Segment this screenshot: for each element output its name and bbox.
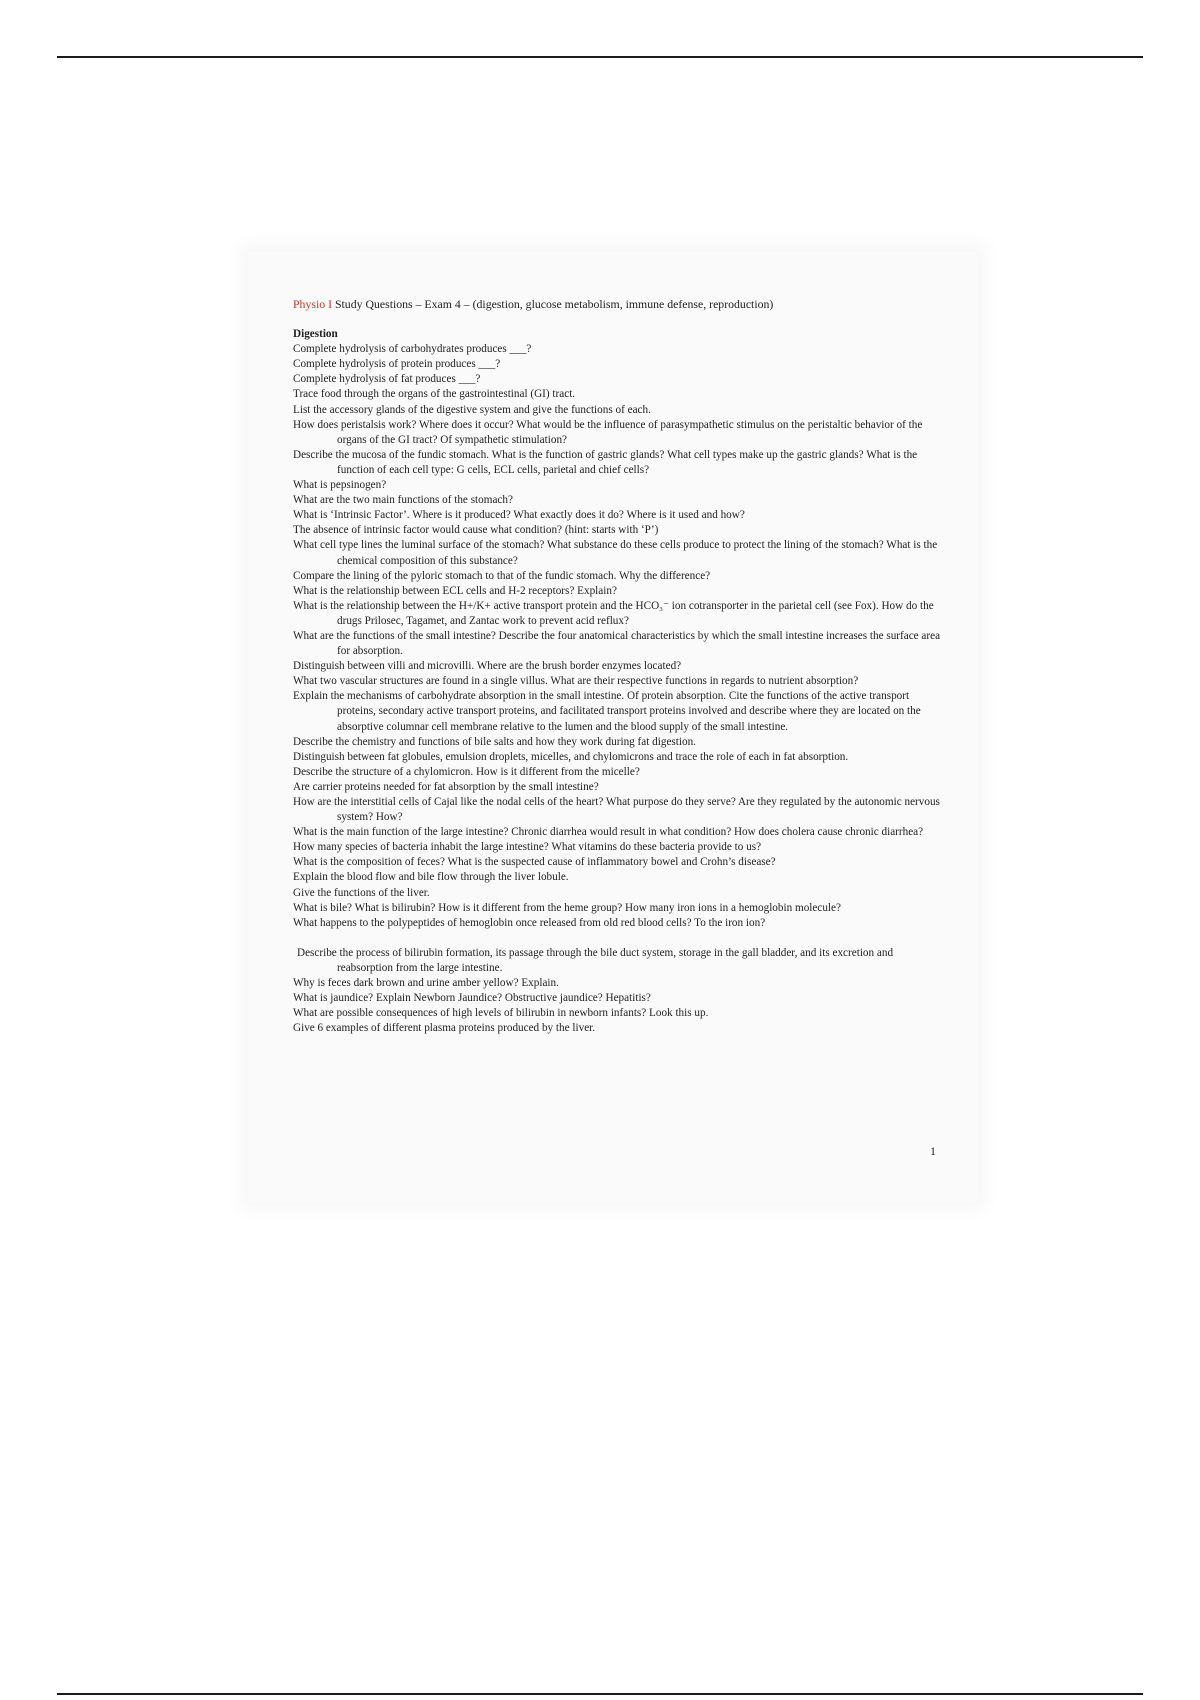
bottom-divider: [57, 1693, 1143, 1695]
question-line: What is the relationship between the H+/K+ active transport protein and the HCO₃⁻ ion cotransporter in the parietal cell (see Fox). How do the drugs Prilosec, Tagamet, and Zantac work to prevent acid reflux?: [293, 599, 934, 627]
question-line: How are the interstitial cells of Cajal like the nodal cells of the heart? What purpose do they serve? Are they regulated by the autonomic nervous system? How?: [293, 796, 940, 824]
question-line: What are the two main functions of the stomach?: [293, 494, 513, 507]
question-line: Trace food through the organs of the gastrointestinal (GI) tract.: [293, 388, 576, 401]
question-line: Explain the mechanisms of carbohydrate absorption in the small intestine. Of protein absorption. Cite the functions of the active transport proteins, secondary active transport proteins, and facilitated transport proteins involved and describe where they are located on the absorptive columnar cell membrane relative to the lumen and the blood supply of the small intestine.: [293, 690, 921, 733]
question-line: Describe the chemistry and functions of bile salts and how they work during fat digestion.: [293, 735, 696, 748]
question-line: Give 6 examples of different plasma proteins produced by the liver.: [293, 1022, 596, 1035]
question-line: Compare the lining of the pyloric stomach to that of the fundic stomach. Why the difference?: [293, 569, 711, 582]
question-line: The absence of intrinsic factor would cause what condition? (hint: starts with ‘P’): [293, 524, 659, 537]
question-line: Why is feces dark brown and urine amber yellow? Explain.: [293, 977, 559, 990]
question-line: Distinguish between fat globules, emulsion droplets, micelles, and chylomicrons and trace the role of each in fat absorption.: [293, 750, 849, 763]
top-divider: [57, 56, 1143, 58]
question-line: Complete hydrolysis of carbohydrates produces ___?: [293, 343, 532, 356]
section-heading-digestion: Digestion: [293, 328, 338, 341]
question-line: What two vascular structures are found in a single villus. What are their respective functions in regards to nutrient absorption?: [293, 675, 859, 688]
document-content: [293, 297, 943, 1036]
question-line: What is bile? What is bilirubin? How is it different from the heme group? How many iron ions in a hemoglobin molecule?: [293, 901, 841, 914]
question-line: How does peristalsis work? Where does it occur? What would be the influence of parasympathetic stimulus on the peristaltic behavior of the organs of the GI tract? Of sympathetic stimulation?: [293, 418, 923, 446]
title-course: Physio I: [293, 297, 333, 311]
question-line: How many species of bacteria inhabit the large intestine? What vitamins do these bacteria provide to us?: [293, 841, 762, 854]
question-line: Are carrier proteins needed for fat absorption by the small intestine?: [293, 780, 599, 793]
question-line: What is pepsinogen?: [293, 479, 387, 492]
question-line: What are possible consequences of high levels of bilirubin in newborn infants? Look this up.: [293, 1007, 709, 1020]
question-line: What is the relationship between ECL cells and H-2 receptors? Explain?: [293, 584, 617, 597]
question-line: Describe the structure of a chylomicron. How is it different from the micelle?: [293, 765, 640, 778]
question-line: List the accessory glands of the digestive system and give the functions of each.: [293, 403, 651, 416]
question-line: Explain the blood flow and bile flow through the liver lobule.: [293, 871, 569, 884]
question-line: What is the main function of the large intestine? Chronic diarrhea would result in what condition? How does cholera cause chronic diarrhea?: [293, 826, 924, 839]
document-title: [293, 297, 943, 312]
question-line: What are the functions of the small intestine? Describe the four anatomical characteristics by which the small intestine increases the surface area for absorption.: [293, 629, 941, 658]
question-line: What is jaundice? Explain Newborn Jaundice? Obstructive jaundice? Hepatitis?: [293, 992, 651, 1005]
question-line: Describe the process of bilirubin formation, its passage through the bile duct system, storage in the gall bladder, and its excretion and reabsorption from the large intestine.: [297, 946, 894, 974]
question-line: Complete hydrolysis of protein produces ___?: [293, 358, 501, 371]
question-line: Describe the mucosa of the fundic stomach. What is the function of gastric glands? What cell types make up the gastric glands? What is the function of each cell type: G cells, ECL cells, parietal and chief cells?: [293, 448, 918, 476]
page-number: 1: [930, 1144, 936, 1158]
question-line: Complete hydrolysis of fat produces ___?: [293, 373, 481, 386]
question-line: What happens to the polypeptides of hemoglobin once released from old red blood cells? To the iron ion?: [293, 916, 766, 929]
question-line: What cell type lines the luminal surface of the stomach? What substance do these cells produce to protect the lining of the stomach? What is the chemical composition of this substance?: [293, 539, 938, 567]
question-line: What is the composition of feces? What is the suspected cause of inflammatory bowel and Crohn’s disease?: [293, 856, 776, 869]
question-line: Distinguish between villi and microvilli. Where are the brush border enzymes located?: [293, 660, 682, 673]
title-text: Study Questions – Exam 4 – (digestion, glucose metabolism, immune defense, reproduction): [332, 297, 774, 311]
question-line: What is ‘Intrinsic Factor’. Where is it produced? What exactly does it do? Where is it used and how?: [293, 509, 745, 522]
question-line: Give the functions of the liver.: [293, 886, 430, 899]
